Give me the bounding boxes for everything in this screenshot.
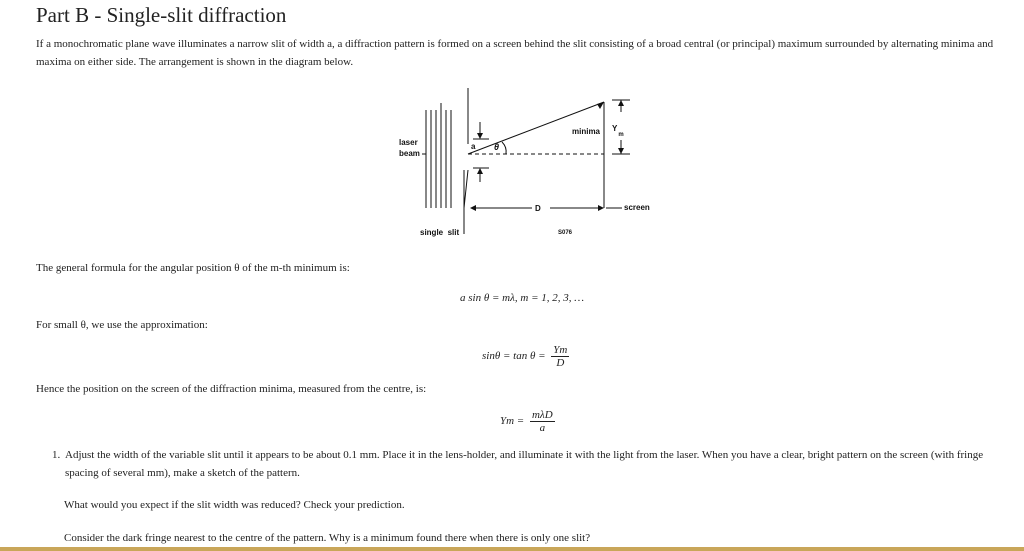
- minima-position-fraction: [530, 409, 555, 434]
- question-1-prompt-b: Consider the dark fringe nearest to the centre of the pattern. Why is a minimum found there when there is only one slit?: [64, 532, 591, 544]
- question-1-prompt-a: What would you expect if the slit width was reduced? Check your prediction.: [64, 499, 405, 511]
- beam-label: beam: [399, 149, 420, 158]
- bottom-accent-bar: [0, 547, 1024, 551]
- question-1: [52, 446, 1014, 482]
- single-slit-label: single slit: [420, 228, 460, 237]
- minima-label: minima: [572, 127, 601, 136]
- formula-intro: The general formula for the angular position θ of the m-th minimum is:: [36, 262, 350, 274]
- approximation-intro: For small θ, we use the approximation:: [36, 319, 208, 331]
- page-title: Part B - Single-slit diffraction: [36, 3, 287, 27]
- slit-width-label: a: [471, 142, 476, 151]
- question-1-number: 1.: [52, 449, 61, 461]
- minima-position-numerator: mλD: [531, 409, 553, 421]
- minima-position-denominator: a: [539, 422, 546, 434]
- theta-label: θ: [494, 142, 500, 152]
- question-1-text: Adjust the width of the variable slit until it appears to be about 0.1 mm. Place it in the lens-holder, and illuminate it with the light from the laser. When you have a clear, bright pattern on the screen (with fringe spacing of several mm), make a sketch of the pattern.: [65, 449, 984, 479]
- ym-label: [612, 124, 624, 138]
- small-angle-equation: [482, 344, 569, 369]
- laser-label: laser: [399, 138, 418, 147]
- minima-position-equation: [500, 409, 555, 434]
- small-angle-fraction: [551, 344, 569, 369]
- distance-label: D: [535, 204, 541, 213]
- single-slit-diagram: [390, 88, 670, 238]
- screen-label: screen: [624, 203, 650, 212]
- small-angle-numerator: Ym: [553, 344, 568, 356]
- figure-id: S076: [558, 230, 573, 236]
- ym-label-y: Y: [612, 124, 618, 133]
- minima-position-lhs: Ym =: [500, 415, 525, 428]
- ym-label-sub: m: [618, 132, 624, 138]
- minimum-condition-equation: a sin θ = mλ, m = 1, 2, 3, …: [460, 292, 585, 304]
- small-angle-lhs: sinθ = tan θ =: [482, 350, 546, 363]
- intro-paragraph: If a monochromatic plane wave illuminates a narrow slit of width a, a diffraction pattern is formed on a screen behind the slit consisting of a broad central (or principal) maximum surrounded by alternating minima and maxima on either side. The arrangement is shown in the diagram below.: [36, 38, 994, 68]
- small-angle-denominator: D: [556, 357, 565, 369]
- position-intro: Hence the position on the screen of the diffraction minima, measured from the centre, is:: [36, 383, 427, 395]
